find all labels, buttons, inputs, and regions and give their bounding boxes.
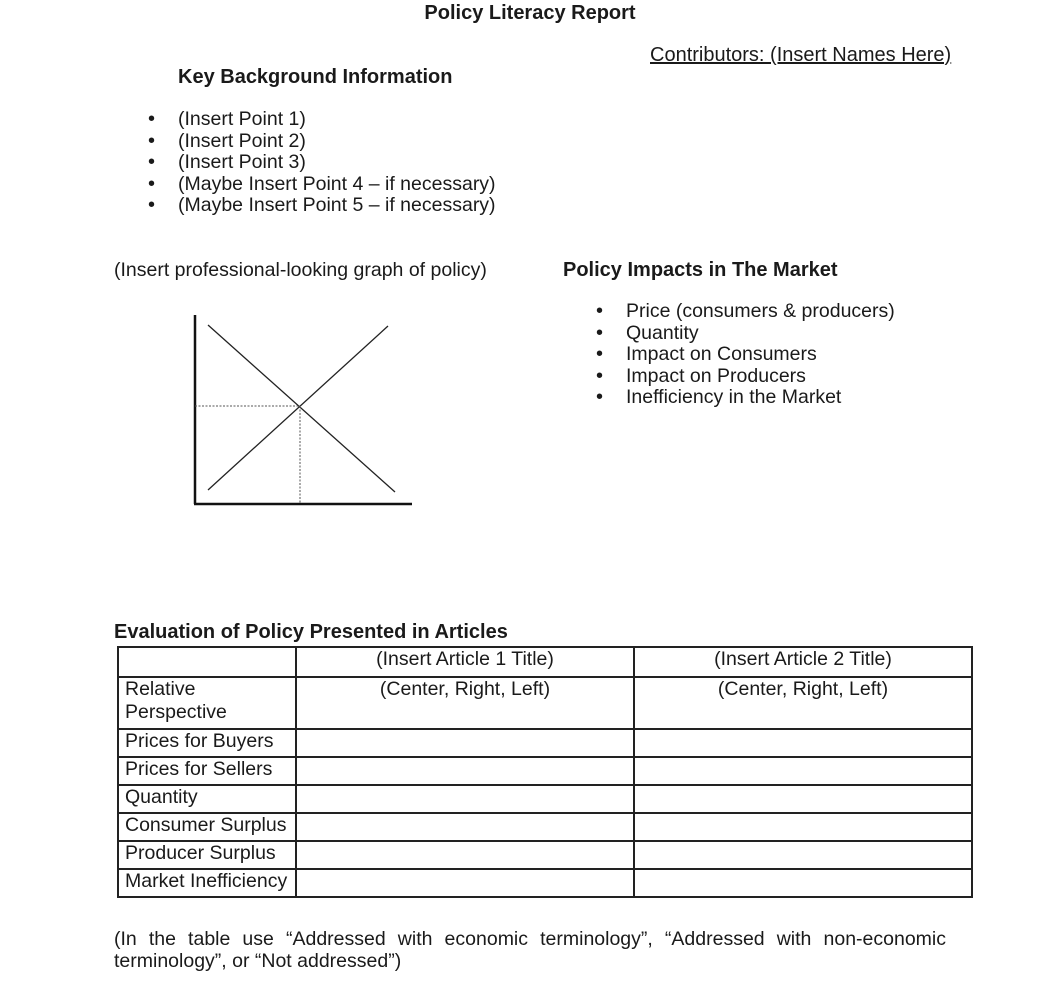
- article-1-perspective: (Center, Right, Left): [296, 677, 634, 729]
- table-usage-note: (In the table use “Addressed with economic terminology”, “Addressed with non-economic terminology”, or “Not addressed”): [114, 928, 946, 972]
- list-item: • Impact on Producers: [626, 366, 895, 388]
- article-1-cell[interactable]: [296, 729, 634, 757]
- header-article-1: (Insert Article 1 Title): [296, 647, 634, 677]
- article-1-cell[interactable]: [296, 757, 634, 785]
- contributors-line: Contributors: (Insert Names Here): [650, 44, 952, 66]
- table-row: [118, 813, 972, 841]
- article-2-cell[interactable]: [634, 813, 972, 841]
- article-2-cell[interactable]: [634, 785, 972, 813]
- list-item: • (Insert Point 2): [178, 131, 496, 153]
- row-label: Producer Surplus: [118, 841, 296, 869]
- table-row: [118, 869, 972, 897]
- row-label: Prices for Sellers: [118, 757, 296, 785]
- list-item: • Price (consumers & producers): [626, 301, 895, 323]
- row-label: Market Inefficiency: [118, 869, 296, 897]
- supply-curve: [208, 326, 388, 490]
- impacts-list: [626, 301, 895, 409]
- table-header-row: [118, 647, 972, 677]
- article-2-cell[interactable]: [634, 841, 972, 869]
- table-row: [118, 729, 972, 757]
- table-row: [118, 757, 972, 785]
- row-label: Quantity: [118, 785, 296, 813]
- table-row: [118, 785, 972, 813]
- article-1-cell[interactable]: [296, 785, 634, 813]
- article-1-cell[interactable]: [296, 813, 634, 841]
- row-label: Relative Perspective: [118, 677, 296, 729]
- report-title: Policy Literacy Report: [424, 2, 636, 24]
- article-2-cell[interactable]: [634, 729, 972, 757]
- header-cell-blank: [118, 647, 296, 677]
- list-item: • Inefficiency in the Market: [626, 387, 895, 409]
- header-article-2: (Insert Article 2 Title): [634, 647, 972, 677]
- background-list: [178, 109, 496, 217]
- article-2-cell[interactable]: [634, 869, 972, 897]
- table-row: [118, 841, 972, 869]
- evaluation-table: [117, 646, 973, 898]
- list-item: • Quantity: [626, 323, 895, 345]
- background-heading: Key Background Information: [178, 66, 453, 88]
- article-1-cell[interactable]: [296, 869, 634, 897]
- article-1-cell[interactable]: [296, 841, 634, 869]
- impacts-heading: Policy Impacts in The Market: [563, 259, 838, 281]
- article-2-cell[interactable]: [634, 757, 972, 785]
- list-item: • (Maybe Insert Point 5 – if necessary): [178, 195, 496, 217]
- graph-caption: (Insert professional-looking graph of policy): [114, 259, 487, 281]
- row-label: Prices for Buyers: [118, 729, 296, 757]
- evaluation-heading: Evaluation of Policy Presented in Articles: [114, 621, 508, 643]
- supply-demand-graph: [180, 310, 420, 510]
- list-item: • (Insert Point 1): [178, 109, 496, 131]
- list-item: • (Insert Point 3): [178, 152, 496, 174]
- table-row: [118, 677, 972, 729]
- demand-curve: [208, 325, 395, 492]
- row-label: Consumer Surplus: [118, 813, 296, 841]
- list-item: • (Maybe Insert Point 4 – if necessary): [178, 174, 496, 196]
- article-2-perspective: (Center, Right, Left): [634, 677, 972, 729]
- list-item: • Impact on Consumers: [626, 344, 895, 366]
